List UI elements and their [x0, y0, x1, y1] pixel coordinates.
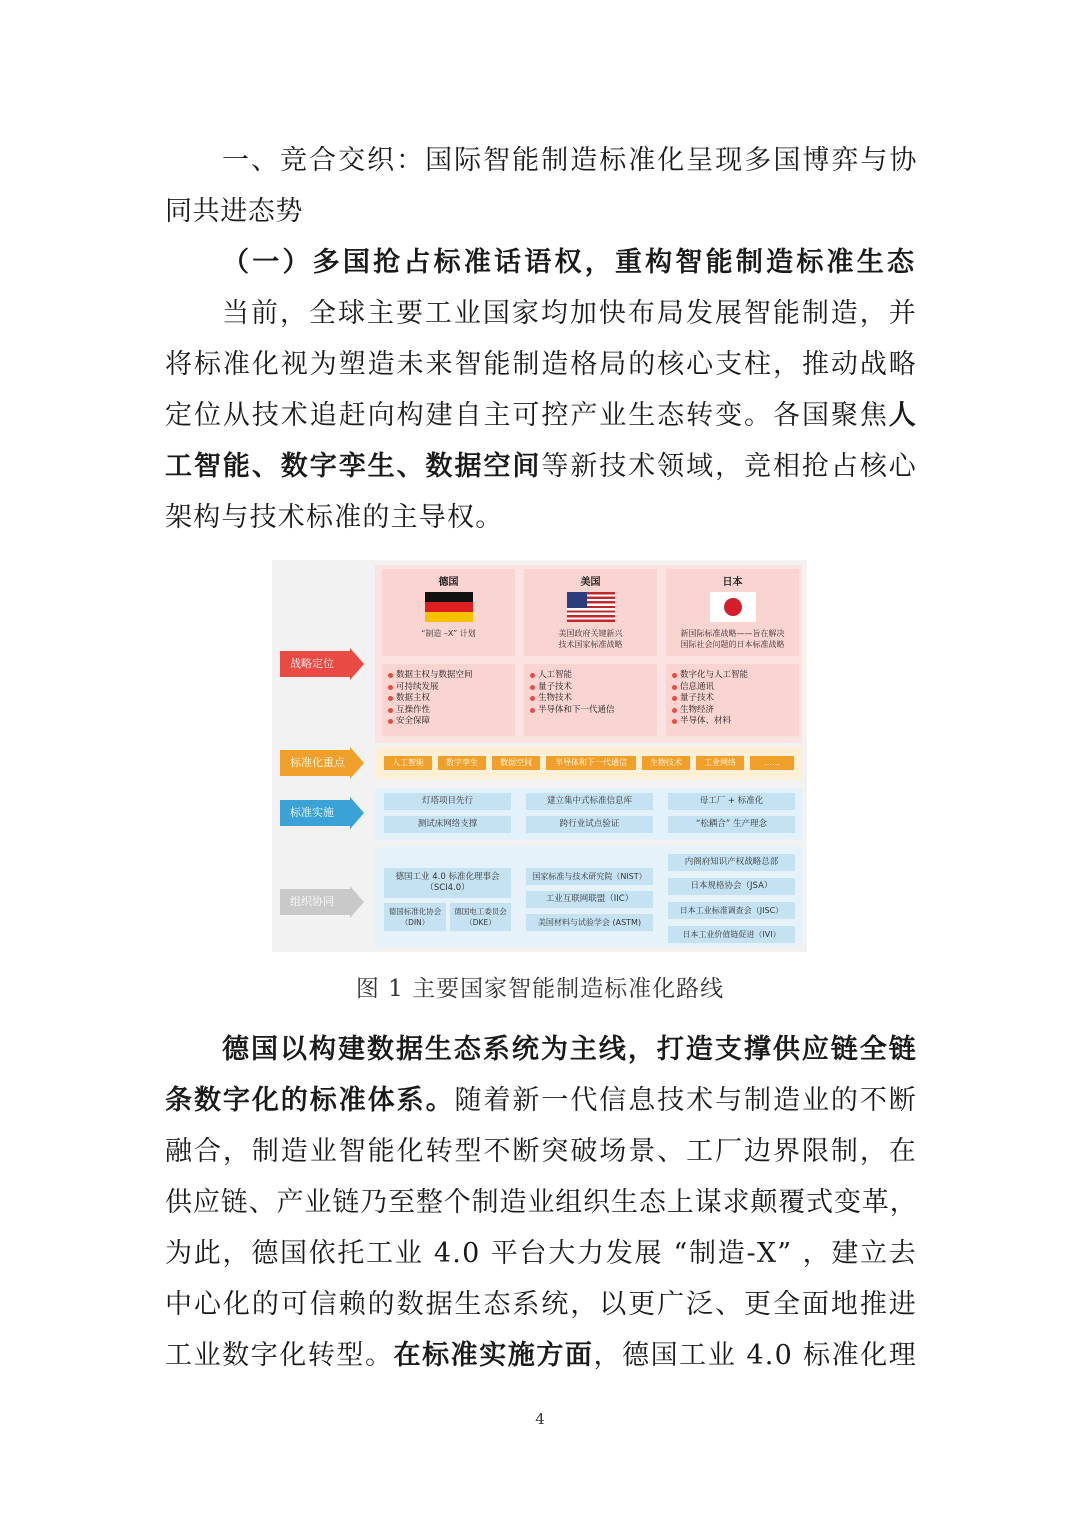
- para-2-line-7-tail: ，德国工业 4.0 标准化理: [593, 1340, 918, 1371]
- page-number: 4: [535, 1410, 545, 1428]
- org-chip-iic: 工业互联网联盟（IIC）: [526, 891, 653, 908]
- impl-chip-usa-1: 建立集中式标准信息库: [526, 793, 653, 810]
- list-item: 量子技术: [538, 682, 657, 694]
- focus-chip: 工业网络: [696, 756, 744, 770]
- focus-chip: 生物技术: [642, 756, 690, 770]
- bullet-card-germany: [382, 664, 515, 736]
- focus-chip: 数据空间: [492, 756, 540, 770]
- para-2-line-2-text: 随着新一代信息技术与制造业的不断: [454, 1085, 918, 1116]
- list-item: 人工智能: [538, 670, 657, 682]
- list-item: 互操作性: [396, 705, 515, 717]
- para-1-line-3: [165, 398, 917, 434]
- row-label-implementation: 标准实施: [280, 800, 350, 826]
- heading-2: （一）多国抢占标准话语权，重构智能制造标准生态: [222, 247, 917, 278]
- heading-1-line-2: 同共进态势: [165, 196, 303, 227]
- org-chip-ivi: 日本工业价值链促进（IVI）: [668, 926, 795, 943]
- focus-chip: 数字孪生: [438, 756, 486, 770]
- para-1-line-4: [165, 449, 917, 485]
- bullet-card-japan: [666, 664, 799, 736]
- flag-germany-icon: [425, 592, 473, 622]
- figure-caption: 图 1 主要国家智能制造标准化路线: [355, 976, 725, 1002]
- country-name: 德国: [438, 577, 459, 588]
- impl-chip-japan-1: 母工厂 + 标准化: [668, 793, 795, 810]
- para-2-line-2: [165, 1083, 917, 1119]
- para-2-line-7-text: 工业数字化转型。: [165, 1340, 394, 1371]
- para-2-line-5: 为此，德国依托工业 4.0 平台大力发展 “制造-X” ，建立去: [165, 1238, 917, 1269]
- para-2-line-4: 供应链、产业链乃至整个制造业组织生态上谋求颠覆式变革，: [165, 1187, 917, 1218]
- org-chip-sci40: 德国工业 4.0 标准化理事会 （SCI4.0）: [384, 868, 511, 898]
- org-chip-jisc: 日本工业标准调查会（JISC）: [668, 902, 795, 919]
- flag-japan-icon: [710, 592, 756, 622]
- impl-chip-germany-2: 测试床网络支撑: [384, 816, 511, 833]
- country-card-germany: [382, 569, 515, 656]
- row-label-strategy: 战略定位: [280, 651, 350, 677]
- row-label-focus: 标准化重点: [280, 750, 350, 776]
- list-item: 半导体和下一代通信: [538, 705, 657, 717]
- org-chip-din: 德国标准化协会 （DIN）: [384, 903, 446, 931]
- para-2-line-1: 德国以构建数据生态系统为主线，打造支撑供应链全链: [222, 1034, 917, 1065]
- impl-chip-japan-2: “松耦合” 生产理念: [668, 816, 795, 833]
- org-chip-dke: 德国电工委员会 （DKE）: [450, 903, 511, 931]
- para-2-line-2-bold: 条数字化的标准体系。: [165, 1085, 455, 1116]
- list-item: 安全保障: [396, 716, 515, 728]
- para-2-line-3: 融合，制造业智能化转型不断突破场景、工厂边界限制，在: [165, 1136, 917, 1167]
- standardization-roadmap-figure: [272, 560, 807, 952]
- country-strategy-desc: 新国际标准战略——旨在解决 国际社会问题的日本标准战略: [680, 629, 785, 649]
- list-item: 半导体、材料: [680, 716, 799, 728]
- para-1-line-5: 架构与技术标准的主导权。: [165, 502, 504, 533]
- org-chip-ip-hq: 内阁府知识产权战略总部: [668, 854, 795, 871]
- list-item: 可持续发展: [396, 682, 515, 694]
- list-item: 量子技术: [680, 693, 799, 705]
- para-1-line-3-text: 定位从技术追赶向构建自主可控产业生态转变。各国聚焦: [165, 400, 889, 431]
- list-item: 数字化与人工智能: [680, 670, 799, 682]
- para-1-line-4-bold: 工智能、数字孪生、数据空间: [165, 451, 542, 482]
- country-card-japan: [666, 569, 799, 656]
- para-2-line-6: 中心化的可信赖的数据生态系统，以更广泛、更全面地推进: [165, 1289, 917, 1320]
- impl-chip-germany-1: 灯塔项目先行: [384, 793, 511, 810]
- focus-chip: 人工智能: [384, 756, 432, 770]
- list-item: 生物经济: [680, 705, 799, 717]
- org-chip-nist: 国家标准与技术研究院（NIST）: [526, 868, 653, 885]
- heading-1-line-1: 一、竞合交织：国际智能制造标准化呈现多国博弈与协: [222, 145, 917, 176]
- row-label-organization: 组织协同: [280, 889, 350, 915]
- list-item: 生物技术: [538, 693, 657, 705]
- para-1-line-1: 当前，全球主要工业国家均加快布局发展智能制造，并: [222, 298, 917, 329]
- country-card-usa: [524, 569, 657, 656]
- para-1-line-3-bold: 人: [888, 400, 917, 431]
- para-2-line-7: [165, 1338, 917, 1374]
- org-chip-jsa: 日本规格协会（JSA）: [668, 878, 795, 895]
- country-name: 美国: [580, 577, 601, 588]
- bullet-card-usa: [524, 664, 657, 736]
- country-name: 日本: [722, 577, 743, 588]
- country-strategy-desc: 美国政府关键新兴 技术国家标准战略: [558, 629, 623, 649]
- focus-chip: 半导体和下一代通信: [546, 756, 636, 770]
- para-1-line-4-text: 等新技术领域，竞相抢占核心: [541, 451, 917, 482]
- para-2-line-7-bold: 在标准实施方面: [393, 1340, 594, 1371]
- para-1-line-2: 将标准化视为塑造未来智能制造格局的核心支柱，推动战略: [165, 349, 917, 380]
- org-chip-astm: 美国材料与试验学会 (ASTM): [526, 914, 653, 931]
- list-item: 信息通讯: [680, 682, 799, 694]
- flag-usa-icon: [567, 592, 615, 622]
- list-item: 数据主权: [396, 693, 515, 705]
- focus-chip: ……: [750, 756, 794, 770]
- country-strategy-desc: “制造 –X” 计划: [421, 629, 476, 638]
- impl-chip-usa-2: 跨行业试点验证: [526, 816, 653, 833]
- list-item: 数据主权与数据空间: [396, 670, 515, 682]
